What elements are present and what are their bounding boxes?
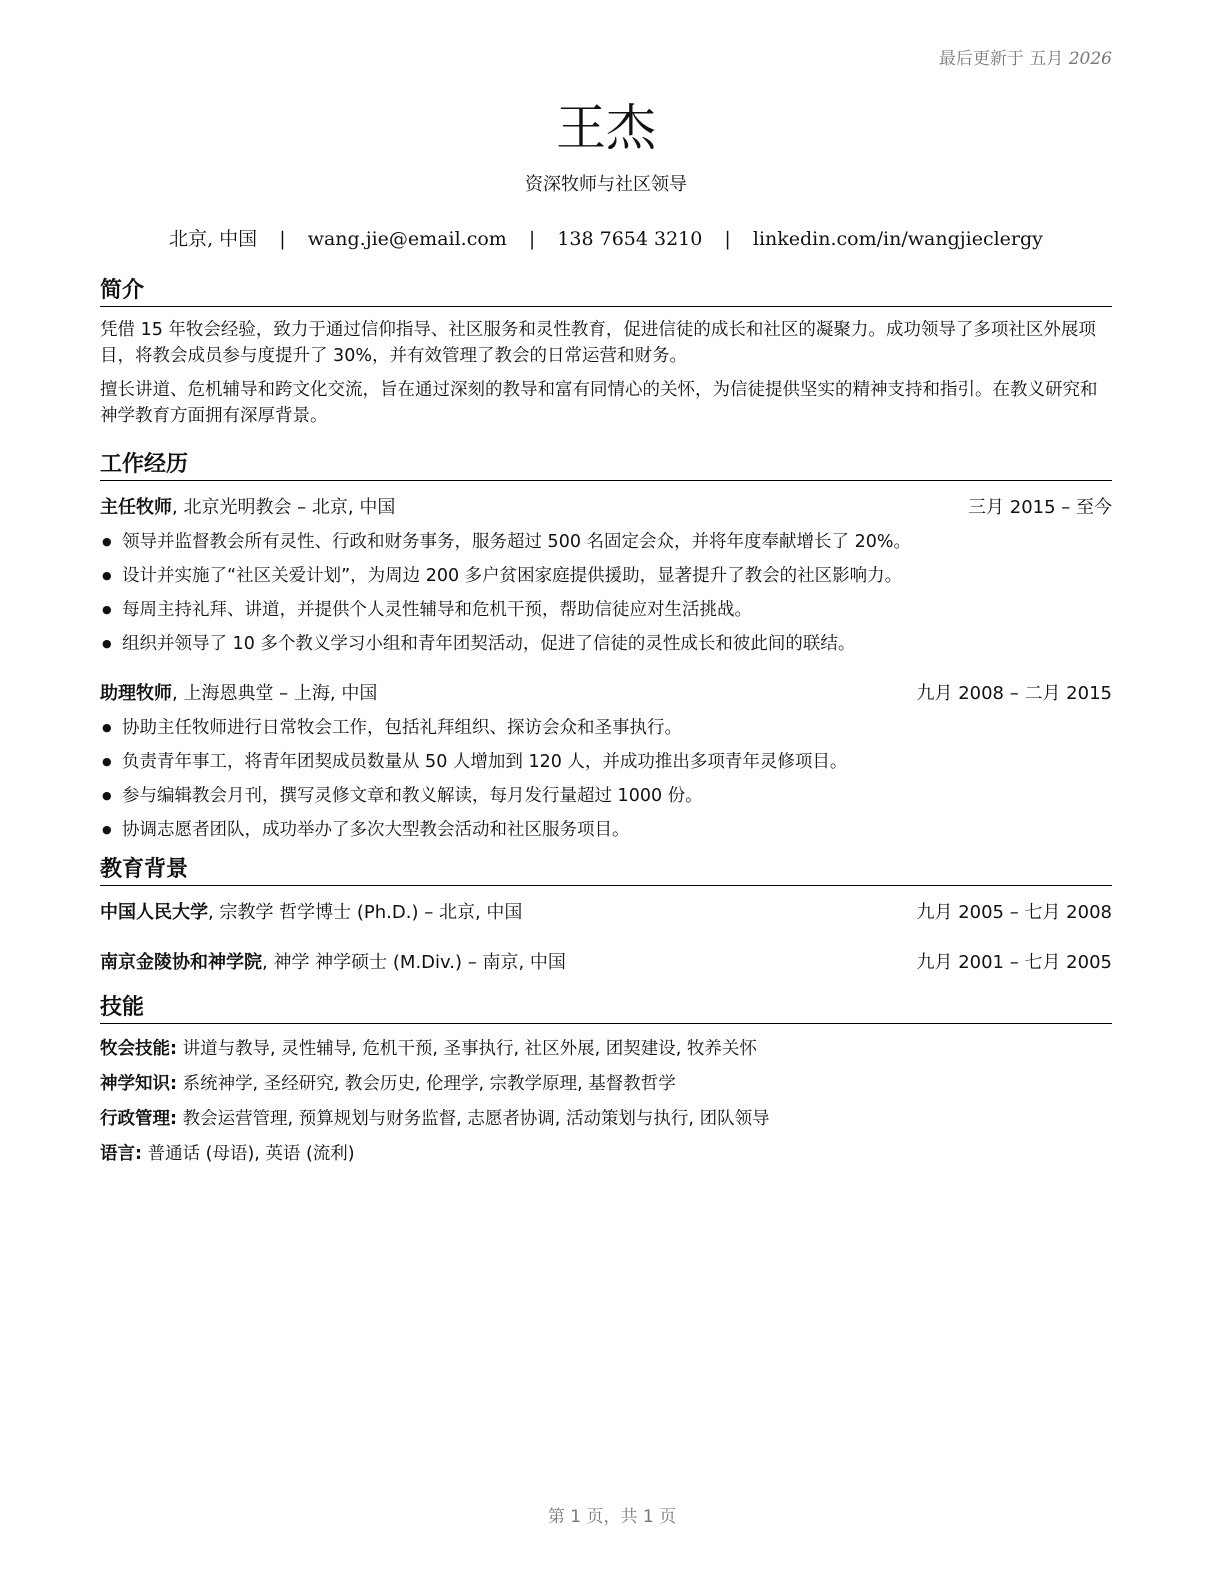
education-school: 南京金陵协和神学院 bbox=[100, 952, 262, 973]
education-section bbox=[100, 857, 1112, 976]
job-org: , 上海恩典堂 – 上海, 中国 bbox=[172, 683, 378, 704]
skill-value: 讲道与教导, 灵性辅导, 危机干预, 圣事执行, 社区外展, 团契建设, 牧养关怀 bbox=[177, 1039, 757, 1059]
skill-value: 普通话 (母语), 英语 (流利) bbox=[142, 1144, 355, 1164]
contact-location: 北京, 中国 bbox=[169, 228, 258, 250]
candidate-headline: 资深牧师与社区领导 bbox=[525, 174, 687, 195]
skill-row bbox=[100, 1032, 1112, 1067]
contact-separator: | bbox=[279, 228, 286, 250]
summary-paragraph: 凭借 15 年牧会经验，致力于通过信仰指导、社区服务和灵性教育，促进信徒的成长和社区的凝聚力。成功领导了多项社区外展项目，将教会成员参与度提升了 30%，并有效管理了教会的日常运营和财务。 bbox=[100, 320, 1096, 366]
resume-page bbox=[100, 0, 1112, 1584]
skill-row bbox=[100, 1137, 1112, 1172]
contact-separator: | bbox=[724, 228, 731, 250]
candidate-name: 王杰 bbox=[556, 99, 656, 157]
job-title-line bbox=[100, 681, 377, 707]
section-title-summary: 简介 bbox=[100, 278, 1112, 307]
job-org: , 北京光明教会 – 北京, 中国 bbox=[172, 497, 396, 518]
contact-phone: 138 7654 3210 bbox=[557, 228, 703, 250]
skill-label: 牧会技能: bbox=[100, 1039, 177, 1059]
page-footer: 第 1 页，共 1 页 bbox=[547, 1507, 677, 1527]
education-detail: , 神学 神学硕士 (M.Div.) – 南京, 中国 bbox=[262, 952, 566, 973]
education-line bbox=[100, 950, 566, 976]
job-header bbox=[100, 681, 1112, 707]
skills-list bbox=[100, 1032, 1112, 1172]
job-role: 主任牧师 bbox=[100, 497, 172, 518]
last-updated-label: 最后更新于 五月 bbox=[938, 49, 1064, 69]
job-role: 助理牧师 bbox=[100, 683, 172, 704]
skill-label: 神学知识: bbox=[100, 1074, 177, 1094]
job-bullet: ● 设计并实施了“社区关爱计划”，为周边 200 多户贫困家庭提供援助，显著提升了教会的社区影响力。 bbox=[100, 559, 1112, 593]
skill-row bbox=[100, 1102, 1112, 1137]
skill-value: 教会运营管理, 预算规划与财务监督, 志愿者协调, 活动策划与执行, 团队领导 bbox=[177, 1109, 770, 1129]
skill-row bbox=[100, 1067, 1112, 1102]
job-header bbox=[100, 495, 1112, 521]
section-title-skills: 技能 bbox=[100, 995, 1112, 1024]
job-bullet: ● 参与编辑教会月刊，撰写灵修文章和教义解读，每月发行量超过 1000 份。 bbox=[100, 779, 1112, 813]
education-item bbox=[100, 900, 1112, 926]
job-bullets bbox=[100, 525, 1112, 661]
experience-section bbox=[100, 452, 1112, 847]
job-bullet: ● 负责青年事工，将青年团契成员数量从 50 人增加到 120 人，并成功推出多项青年灵修项目。 bbox=[100, 745, 1112, 779]
contact-email[interactable]: wang.jie@email.com bbox=[307, 228, 507, 250]
skill-label: 行政管理: bbox=[100, 1109, 177, 1129]
job-date: 九月 2008 – 二月 2015 bbox=[916, 683, 1112, 704]
job-bullet: ● 协助主任牧师进行日常牧会工作，包括礼拜组织、探访会众和圣事执行。 bbox=[100, 711, 1112, 745]
education-date: 九月 2001 – 七月 2005 bbox=[916, 952, 1112, 973]
contact-line bbox=[100, 224, 1112, 251]
job-title-line bbox=[100, 495, 395, 521]
section-title-education: 教育背景 bbox=[100, 857, 1112, 886]
section-title-experience: 工作经历 bbox=[100, 452, 1112, 481]
education-item bbox=[100, 950, 1112, 976]
skill-label: 语言: bbox=[100, 1144, 142, 1164]
education-line bbox=[100, 900, 522, 926]
contact-separator: | bbox=[528, 228, 536, 250]
job-bullets bbox=[100, 711, 1112, 847]
skill-value: 系统神学, 圣经研究, 教会历史, 伦理学, 宗教学原理, 基督教哲学 bbox=[177, 1074, 676, 1094]
job-bullet: ● 协调志愿者团队，成功举办了多次大型教会活动和社区服务项目。 bbox=[100, 813, 1112, 847]
job-bullet: ● 组织并领导了 10 多个教义学习小组和青年团契活动，促进了信徒的灵性成长和彼此间的联结。 bbox=[100, 627, 1112, 661]
summary-section bbox=[100, 278, 1112, 429]
skills-section bbox=[100, 995, 1112, 1172]
job-bullet: ● 领导并监督教会所有灵性、行政和财务事务，服务超过 500 名固定会众，并将年度奉献增长了 20%。 bbox=[100, 525, 1112, 559]
last-updated bbox=[939, 44, 1112, 69]
education-detail: , 宗教学 哲学博士 (Ph.D.) – 北京, 中国 bbox=[208, 902, 523, 923]
education-date: 九月 2005 – 七月 2008 bbox=[916, 902, 1112, 923]
job-date: 三月 2015 – 至今 bbox=[968, 497, 1112, 518]
summary-paragraph: 擅长讲道、危机辅导和跨文化交流，旨在通过深刻的教导和富有同情心的关怀，为信徒提供坚实的精神支持和指引。在教义研究和神学教育方面拥有深厚背景。 bbox=[100, 380, 1098, 426]
job-bullet: ● 每周主持礼拜、讲道，并提供个人灵性辅导和危机干预，帮助信徒应对生活挑战。 bbox=[100, 593, 1112, 627]
last-updated-year: 2026 bbox=[1068, 49, 1112, 69]
education-school: 中国人民大学 bbox=[100, 902, 208, 923]
contact-linkedin[interactable]: linkedin.com/in/wangjieclergy bbox=[752, 228, 1043, 250]
